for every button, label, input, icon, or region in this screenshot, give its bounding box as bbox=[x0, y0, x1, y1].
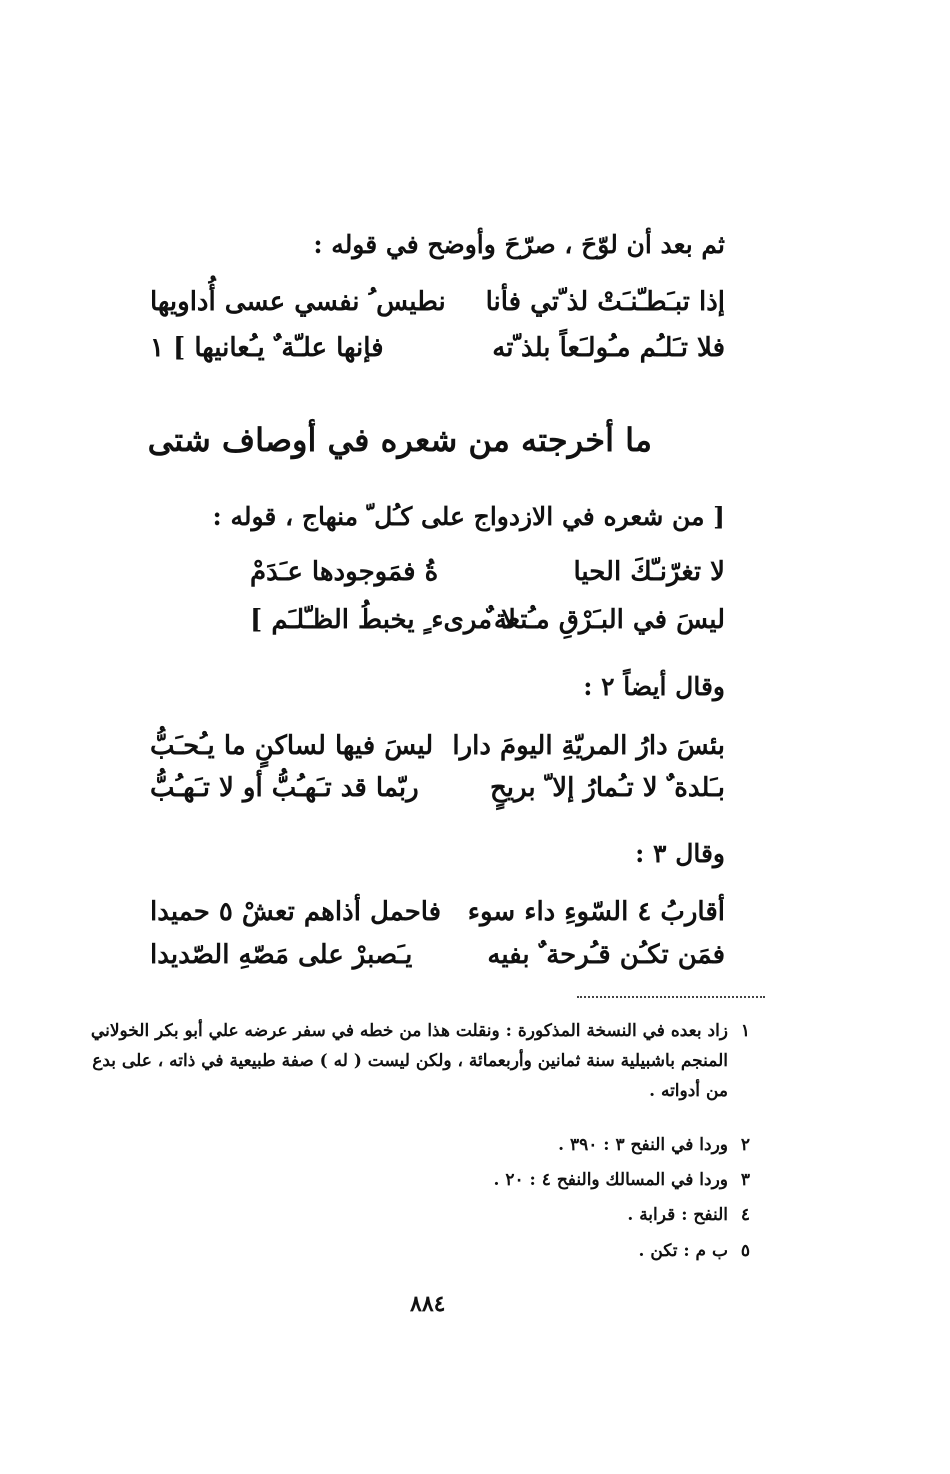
section-heading: ما أخرجته من شعره في أوصاف شتى bbox=[147, 421, 652, 459]
footnote-text: وردا في المسالك والنفح ٤ : ٢٠ . bbox=[493, 1170, 728, 1190]
verse-hemistich-first: بـَلدة ٌ لا تـُمارُ إلا ّ بريحٍ bbox=[489, 773, 725, 803]
footnote-separator bbox=[577, 996, 765, 998]
verse-line bbox=[150, 726, 725, 766]
footnote-text: ب م : تكن . bbox=[638, 1241, 728, 1261]
section-intro: [ من شعره في الازدواج على كـُل ّ منهاج ، قوله : bbox=[212, 502, 725, 531]
verse-hemistich-second: لا مرىء ٍ يخبطُ الظـّلـَم ] bbox=[250, 605, 516, 635]
verse-line bbox=[150, 935, 725, 975]
footnote-text: زاد بعده في النسخة المذكورة : ونقلت هذا من خطه في سفر عرضه علي أبو بكر الخولاني bbox=[90, 1021, 728, 1041]
footnote-number: ١ bbox=[740, 1021, 750, 1041]
footnote-number: ٣ bbox=[740, 1170, 750, 1190]
verse-hemistich-first: فلا تـَلـُم مـُولـَعاً بلذ ّته bbox=[492, 333, 725, 363]
footnote-line: من أدواته . bbox=[649, 1081, 728, 1101]
footnote bbox=[627, 1200, 750, 1230]
footnote-number: ٥ bbox=[740, 1241, 750, 1261]
footnote-line: المنجم باشبيلية سنة ثمانين وأربعمائة ، ولكن ليست ( له ) صفة طبيعية في ذاته ، على بدع bbox=[92, 1051, 728, 1071]
verse-line bbox=[150, 552, 725, 592]
footnote bbox=[494, 1165, 750, 1195]
verse-line bbox=[150, 892, 725, 932]
verse-line bbox=[150, 282, 725, 322]
intro-line: وقال ٣ : bbox=[635, 839, 725, 868]
verse-hemistich-second: يـَصبرْ على مَصّهِ الصّديدا bbox=[150, 940, 413, 970]
intro-line: ثم بعد أن لوّحَ ، صرّحَ وأوضح في قوله : bbox=[313, 230, 725, 259]
verse-hemistich-first: بئسَ دارُ المريّةِ اليومَ دارا bbox=[452, 731, 725, 761]
verse-line bbox=[150, 768, 725, 808]
verse-line bbox=[150, 328, 725, 368]
verse-hemistich-first: فمَن تكـُن قـُرحة ٌ بفيه bbox=[487, 940, 725, 970]
verse-hemistich-first: أقاربُ ٤ السّوءِ داء سوء bbox=[467, 897, 725, 927]
verse-hemistich-second: ربّما قد تـَهـُبُّ أو لا تـَهـُبُّ bbox=[150, 773, 419, 803]
verse-hemistich-second: فاحمل أذاهم تعشْ ٥ حميدا bbox=[150, 897, 442, 927]
footnote-line bbox=[91, 1016, 750, 1046]
footnote-text: النفح : قرابة . bbox=[627, 1205, 728, 1225]
footnote-number: ٢ bbox=[740, 1135, 750, 1155]
verse-hemistich-second: نطيس ُ نفسي عسى أُداويها bbox=[150, 287, 446, 317]
footnote bbox=[558, 1130, 750, 1160]
verse-hemistich-first: إذا تبـَطـّنـَتْ لذ ّتي فأنا bbox=[485, 287, 725, 317]
verse-hemistich-second: ليسَ فيها لساكنٍ ما يـُحـَبُّ bbox=[150, 731, 434, 761]
verse-hemistich-second: فإنها علـّة ٌ يـُعانيها ] ١ bbox=[150, 333, 384, 363]
verse-hemistich-second: ةُ فمَوجودها عـَدَمْ bbox=[250, 557, 439, 587]
page-number: ٨٨٤ bbox=[410, 1291, 446, 1317]
verse-line bbox=[150, 600, 725, 640]
footnote bbox=[91, 1016, 750, 1106]
footnote-text: وردا في النفح ٣ : ٣٩٠ . bbox=[558, 1135, 728, 1155]
verse-hemistich-first: ليسَ في البـَرْقِ مـُتعة ٌ bbox=[486, 605, 725, 635]
footnote-number: ٤ bbox=[740, 1205, 750, 1225]
footnote bbox=[639, 1236, 750, 1266]
intro-line: وقال أيضاً ٢ : bbox=[583, 672, 725, 701]
verse-hemistich-first: لا تغرّنـّكَ الحيا bbox=[573, 557, 725, 587]
